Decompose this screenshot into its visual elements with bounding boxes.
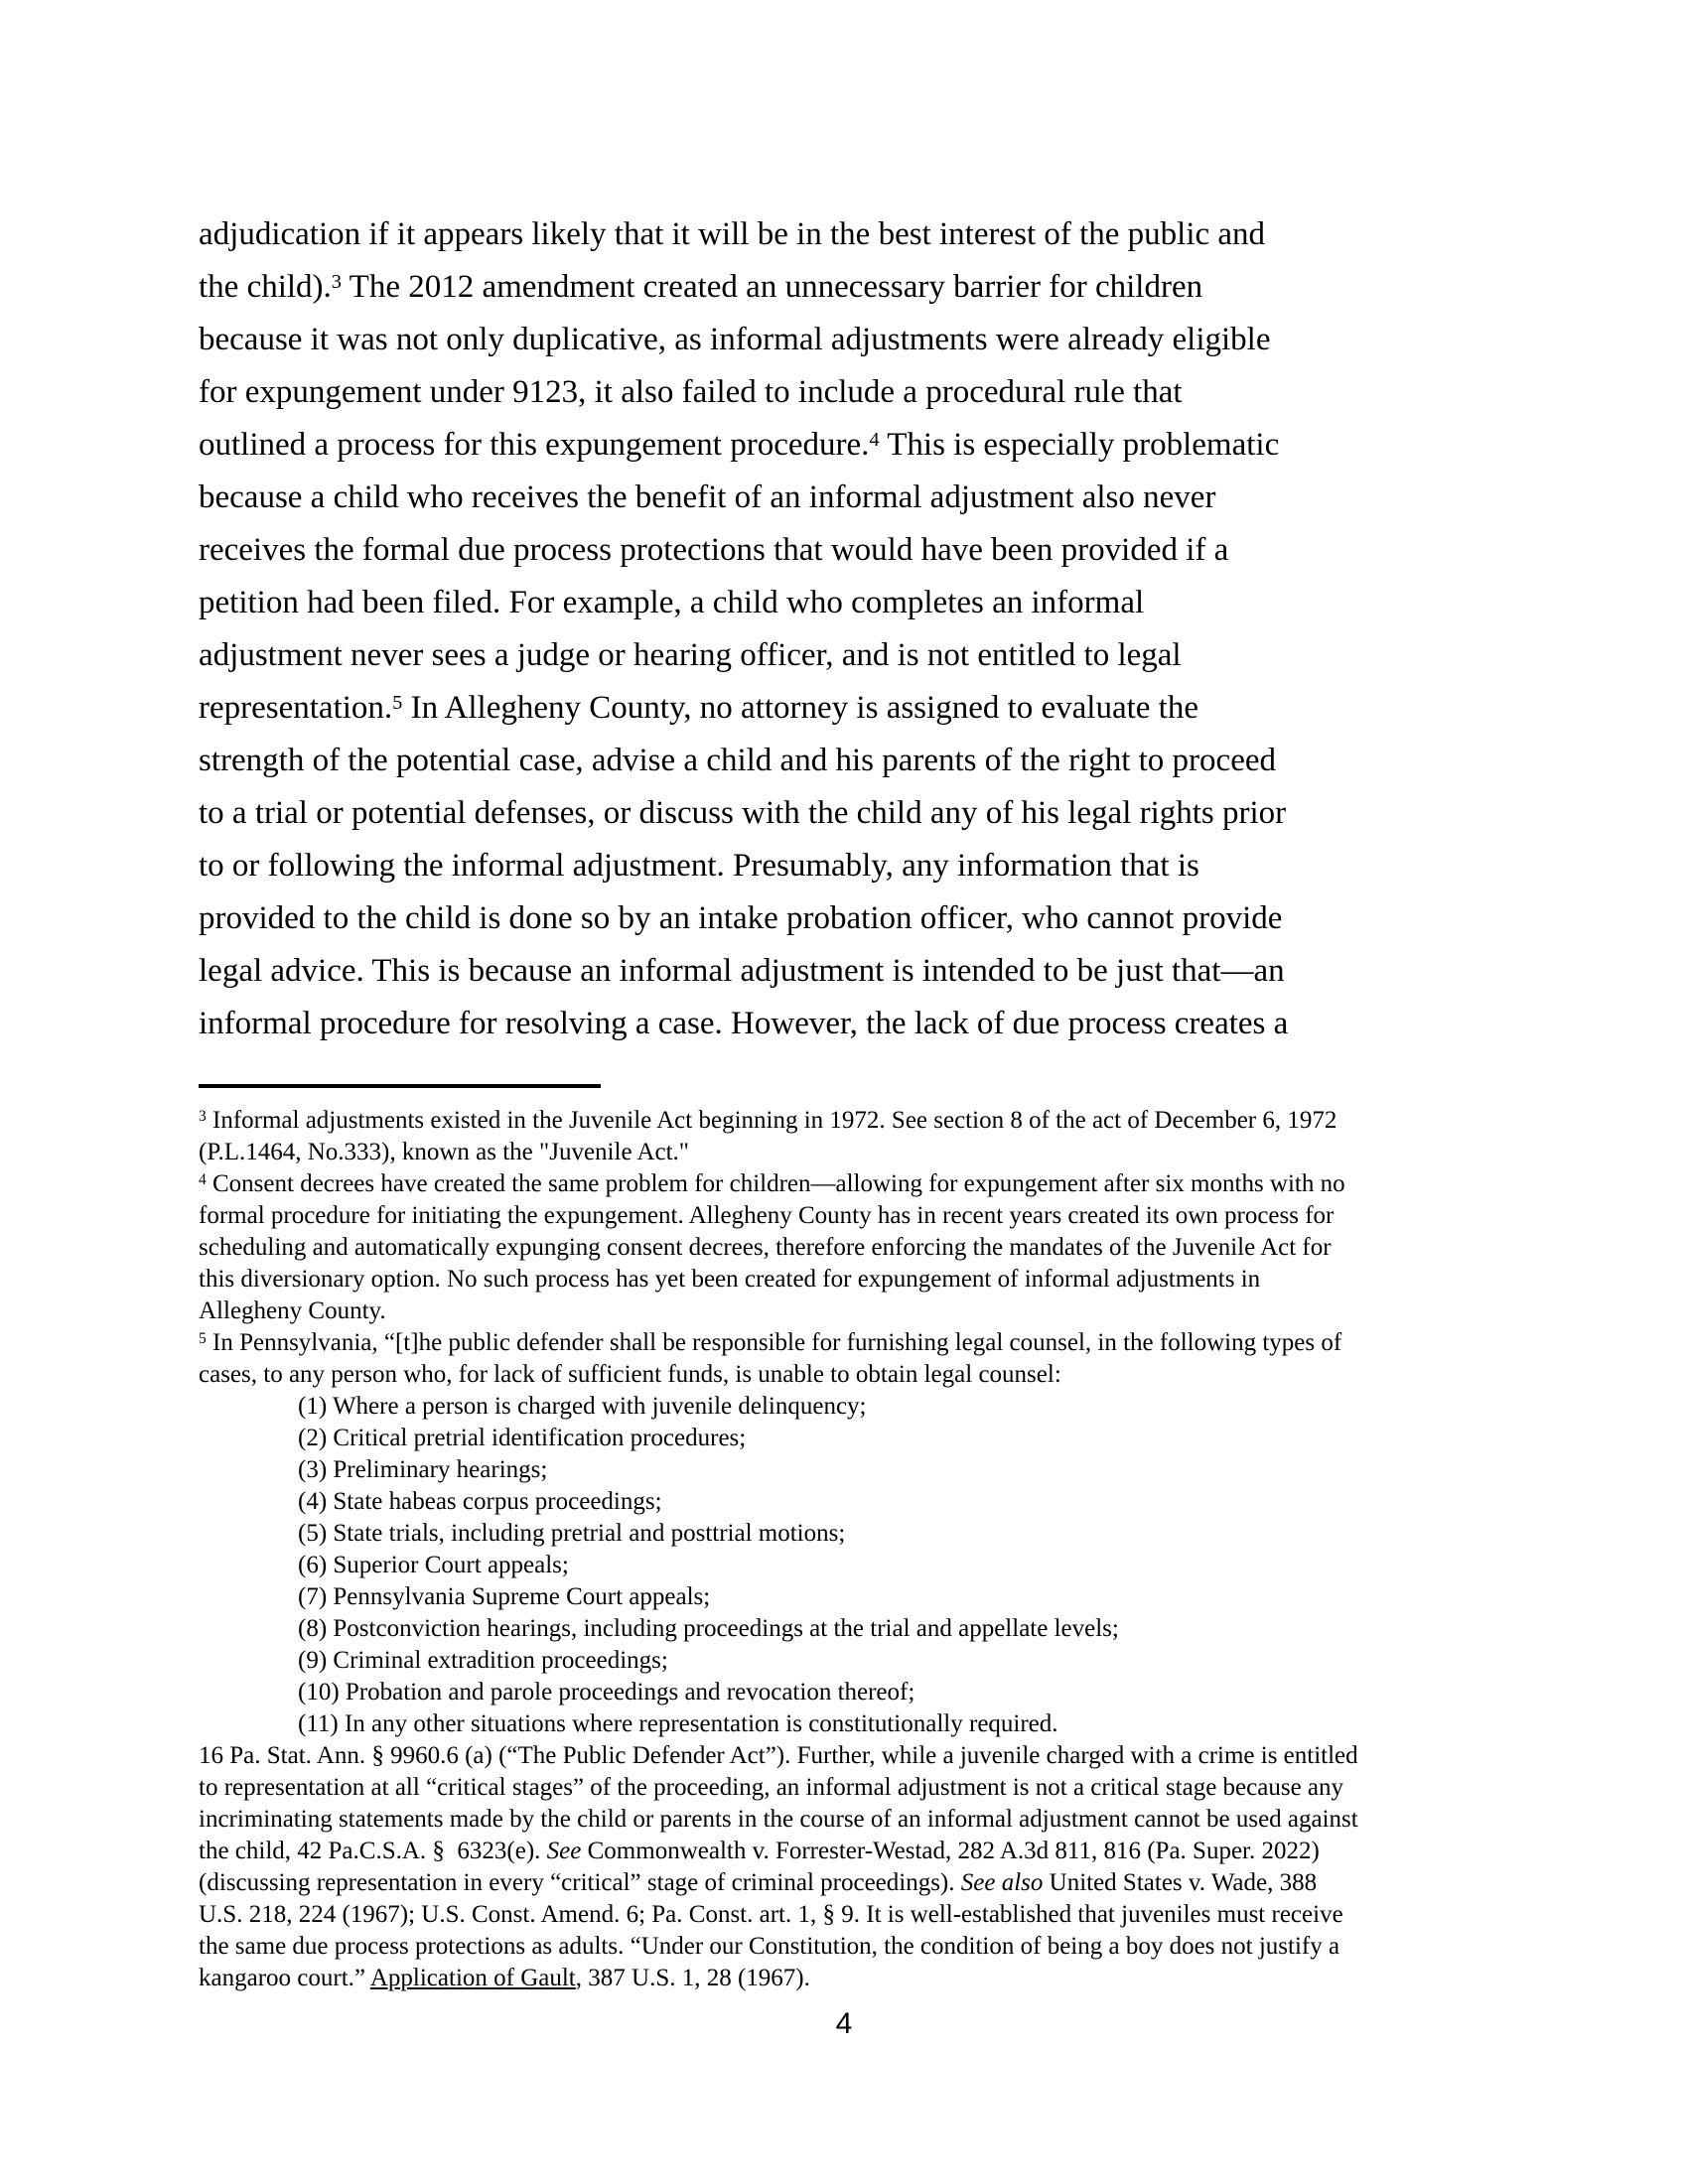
text-segment: the child, 42 Pa.C.S.A. § 6323(e). xyxy=(199,1838,547,1864)
text-segment: United States v. Wade, 388 xyxy=(1043,1869,1318,1896)
text-segment: 5 xyxy=(392,691,403,714)
text-line xyxy=(199,208,1499,261)
text-line xyxy=(199,261,1499,314)
text-segment: U.S. 218, 224 (1967); U.S. Const. Amend. 6; Pa. Const. art. 1, § 9. It is well-established that juveniles must receive xyxy=(199,1901,1343,1928)
footnotes xyxy=(199,1105,1509,1994)
text-segment: (11) In any other situations where representation is constitutionally required. xyxy=(298,1710,1058,1737)
text-segment: (3) Preliminary hearings; xyxy=(298,1456,548,1483)
text-segment: (discussing representation in every “critical” stage of criminal proceedings). xyxy=(199,1869,961,1896)
text-segment: 3 xyxy=(199,1108,207,1126)
text-segment: because a child who receives the benefit of an informal adjustment also never xyxy=(199,479,1216,515)
text-segment: adjustment never sees a judge or hearing officer, and is not entitled to legal xyxy=(199,637,1182,673)
text-segment: (P.L.1464, No.333), known as the "Juvenile Act." xyxy=(199,1139,689,1165)
text-segment: informal procedure for resolving a case. However, the lack of due process creates a xyxy=(199,1006,1289,1041)
text-segment: See also xyxy=(960,1869,1044,1896)
text-segment: (9) Criminal extradition proceedings; xyxy=(298,1647,668,1674)
text-line xyxy=(199,1200,1509,1232)
text-line xyxy=(199,1137,1509,1168)
text-segment: Informal adjustments existed in the Juvenile Act beginning in 1972. See section 8 of the act of December 6, 1972 xyxy=(206,1107,1337,1134)
text-segment: petition had been filed. For example, a child who completes an informal xyxy=(199,585,1145,620)
text-line xyxy=(199,682,1499,735)
text-segment: 3 xyxy=(331,270,343,293)
text-line xyxy=(199,945,1499,998)
text-line xyxy=(199,419,1499,472)
text-segment: incriminating statements made by the child or parents in the course of an informal adjustment cannot be used against xyxy=(199,1806,1358,1833)
text-line xyxy=(199,998,1499,1050)
text-segment: this diversionary option. No such process has yet been created for expungement of informal adjustments in xyxy=(199,1266,1261,1293)
text-line xyxy=(199,366,1499,419)
text-line xyxy=(199,1327,1509,1359)
text-segment: 16 Pa. Stat. Ann. § 9960.6 (a) (“The Public Defender Act”). Further, while a juvenile charged with a crime is entitled xyxy=(199,1742,1358,1769)
text-line xyxy=(199,1359,1509,1391)
text-segment: (2) Critical pretrial identification procedures; xyxy=(298,1425,747,1451)
text-segment: The 2012 amendment created an unnecessary barrier for children xyxy=(342,269,1203,305)
text-line xyxy=(199,1105,1509,1137)
text-line xyxy=(199,1836,1509,1867)
text-segment: 5 xyxy=(199,1330,207,1348)
text-line xyxy=(199,1454,1509,1486)
text-line xyxy=(199,1740,1509,1772)
text-segment: (1) Where a person is charged with juvenile delinquency; xyxy=(298,1393,867,1420)
text-line xyxy=(199,1804,1509,1836)
text-segment: (10) Probation and parole proceedings and revocation thereof; xyxy=(298,1679,915,1706)
text-segment: strength of the potential case, advise a child and his parents of the right to proceed xyxy=(199,743,1276,778)
text-line xyxy=(199,629,1499,682)
text-segment: the child). xyxy=(199,269,332,305)
text-segment: Consent decrees have created the same problem for children—allowing for expungement after six months with no xyxy=(206,1170,1345,1197)
text-line xyxy=(199,787,1499,840)
text-segment: In Pennsylvania, “[t]he public defender shall be responsible for furnishing legal counsel, in the following types of xyxy=(206,1329,1342,1356)
text-line xyxy=(199,1613,1509,1645)
text-segment: the same due process protections as adults. “Under our Constitution, the condition of being a boy does not justify a xyxy=(199,1933,1340,1960)
text-segment: scheduling and automatically expunging consent decrees, therefore enforcing the mandates of the Juvenile Act for xyxy=(199,1234,1332,1261)
text-line xyxy=(199,314,1499,366)
text-segment: , 387 U.S. 1, 28 (1967). xyxy=(575,1965,810,1991)
text-line xyxy=(199,1581,1509,1613)
text-segment: to or following the informal adjustment. Presumably, any information that is xyxy=(199,848,1199,884)
text-line xyxy=(199,735,1499,787)
footnote-separator xyxy=(199,1084,601,1088)
text-line xyxy=(199,1423,1509,1454)
text-segment: provided to the child is done so by an intake probation officer, who cannot provide xyxy=(199,900,1283,936)
text-line xyxy=(199,1867,1509,1899)
text-segment: Commonwealth v. Forrester-Westad, 282 A.3d 811, 816 (Pa. Super. 2022) xyxy=(581,1838,1320,1864)
text-segment: outlined a process for this expungement procedure. xyxy=(199,427,870,463)
text-line xyxy=(199,1264,1509,1296)
text-segment: (8) Postconviction hearings, including proceedings at the trial and appellate levels; xyxy=(298,1615,1119,1642)
text-line xyxy=(199,1168,1509,1200)
text-segment: to a trial or potential defenses, or discuss with the child any of his legal rights prior xyxy=(199,795,1287,831)
text-line xyxy=(199,892,1499,945)
text-segment: because it was not only duplicative, as informal adjustments were already eligible xyxy=(199,322,1271,357)
text-segment: formal procedure for initiating the expungement. Allegheny County has in recent years created its own process for xyxy=(199,1202,1335,1229)
text-line xyxy=(199,1772,1509,1804)
text-segment: to representation at all “critical stages” of the proceeding, an informal adjustment is not a critical stage because any xyxy=(199,1774,1344,1801)
text-line xyxy=(199,1677,1509,1708)
text-segment: 4 xyxy=(869,428,880,451)
text-segment: Allegheny County. xyxy=(199,1297,386,1324)
text-line xyxy=(199,1550,1509,1581)
text-line xyxy=(199,1518,1509,1550)
text-segment: (6) Superior Court appeals; xyxy=(298,1552,569,1578)
page-number: 4 xyxy=(835,2007,853,2040)
text-segment: (5) State trials, including pretrial and posttrial motions; xyxy=(298,1520,846,1547)
text-line xyxy=(199,840,1499,892)
text-segment: legal advice. This is because an informal adjustment is intended to be just that—an xyxy=(199,953,1285,989)
body-text xyxy=(199,208,1499,1050)
text-segment: See xyxy=(546,1838,582,1864)
text-segment: Application of Gault xyxy=(369,1965,576,1991)
text-line xyxy=(199,472,1499,524)
text-segment: adjudication if it appears likely that it will be in the best interest of the public and xyxy=(199,216,1266,252)
text-line xyxy=(199,1899,1509,1931)
text-segment: In Allegheny County, no attorney is assigned to evaluate the xyxy=(402,690,1198,726)
text-line xyxy=(199,1296,1509,1327)
text-segment: 4 xyxy=(199,1171,207,1189)
text-segment: (4) State habeas corpus proceedings; xyxy=(298,1488,662,1515)
text-line xyxy=(199,524,1499,577)
text-segment: kangaroo court.” xyxy=(199,1965,370,1991)
text-line xyxy=(199,1645,1509,1677)
text-segment: for expungement under 9123, it also failed to include a procedural rule that xyxy=(199,374,1183,410)
text-segment: receives the formal due process protections that would have been provided if a xyxy=(199,532,1229,568)
text-line xyxy=(199,577,1499,629)
text-line xyxy=(199,1708,1509,1740)
text-segment: (7) Pennsylvania Supreme Court appeals; xyxy=(298,1583,711,1610)
text-segment: cases, to any person who, for lack of sufficient funds, is unable to obtain legal counsel: xyxy=(199,1361,1061,1388)
text-segment: This is especially problematic xyxy=(879,427,1280,463)
text-line xyxy=(199,1963,1509,1994)
text-line xyxy=(199,1931,1509,1963)
text-segment: representation. xyxy=(199,690,393,726)
text-line xyxy=(199,1391,1509,1423)
text-line xyxy=(199,1486,1509,1518)
text-line xyxy=(199,1232,1509,1264)
